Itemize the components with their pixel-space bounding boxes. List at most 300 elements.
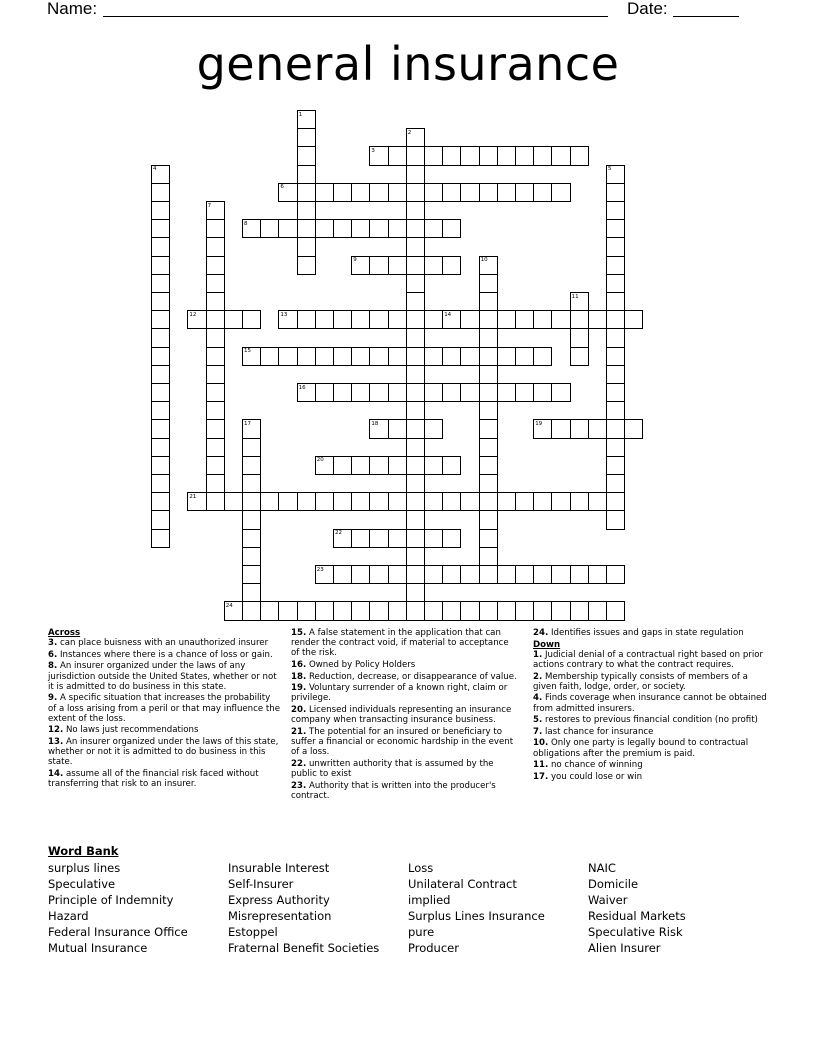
grid-cell[interactable]	[406, 492, 425, 511]
grid-cell[interactable]	[151, 328, 170, 347]
grid-cell[interactable]	[388, 529, 407, 548]
grid-cell[interactable]	[151, 438, 170, 457]
grid-cell[interactable]	[351, 456, 370, 475]
grid-cell[interactable]	[533, 347, 552, 366]
grid-cell[interactable]	[206, 365, 225, 384]
grid-cell[interactable]	[479, 510, 498, 529]
grid-cell[interactable]	[570, 347, 589, 366]
grid-cell[interactable]	[497, 347, 516, 366]
grid-cell[interactable]	[570, 328, 589, 347]
grid-cell[interactable]	[206, 310, 225, 329]
grid-cell[interactable]	[351, 529, 370, 548]
grid-cell[interactable]	[388, 565, 407, 584]
puzzle-title: general insurance	[196, 37, 620, 91]
grid-cell[interactable]	[297, 492, 316, 511]
grid-cell[interactable]	[479, 565, 498, 584]
grid-cell[interactable]	[479, 529, 498, 548]
word-bank-item: Speculative Risk	[588, 925, 683, 939]
grid-cell[interactable]	[297, 347, 316, 366]
grid-cell[interactable]	[369, 456, 388, 475]
grid-cell[interactable]	[406, 401, 425, 420]
word-bank-item: Speculative	[48, 877, 116, 891]
grid-cell[interactable]	[151, 274, 170, 293]
grid-cell[interactable]	[406, 310, 425, 329]
grid-cell[interactable]	[570, 310, 589, 329]
grid-cell[interactable]	[551, 183, 570, 202]
clue-across-13: 13. An insurer organized under the laws of this state, whether or not it is admitted to do business in this state.	[48, 736, 279, 768]
grid-cell[interactable]	[406, 583, 425, 602]
grid-cell[interactable]	[588, 492, 607, 511]
grid-cell[interactable]	[406, 201, 425, 220]
grid-cell[interactable]	[242, 474, 261, 493]
grid-cell[interactable]	[424, 419, 443, 438]
grid-cell[interactable]	[315, 601, 334, 620]
grid-cell[interactable]	[242, 547, 261, 566]
grid-cell[interactable]	[551, 492, 570, 511]
grid-cell[interactable]	[388, 492, 407, 511]
grid-cell[interactable]	[369, 492, 388, 511]
grid-cell[interactable]	[406, 328, 425, 347]
clue-down-1: 1. Judicial denial of a contractual right based on prior actions contrary to what the contract requires.	[533, 649, 764, 670]
grid-cell[interactable]	[369, 183, 388, 202]
grid-cell[interactable]	[406, 456, 425, 475]
grid-cell[interactable]	[388, 601, 407, 620]
grid-cell[interactable]	[151, 183, 170, 202]
grid-cell[interactable]	[479, 547, 498, 566]
clue-column-1	[48, 628, 280, 791]
grid-cell[interactable]	[515, 383, 534, 402]
grid-cell[interactable]	[406, 146, 425, 165]
grid-cell[interactable]	[533, 492, 552, 511]
grid-cell[interactable]	[406, 510, 425, 529]
grid-cell[interactable]	[479, 601, 498, 620]
word-bank-item: Unilateral Contract	[408, 877, 517, 891]
grid-cell[interactable]	[406, 237, 425, 256]
clue-down-2: 2. Membership typically consists of members of a given faith, lodge, order, or society.	[533, 671, 748, 692]
grid-cell[interactable]	[442, 492, 461, 511]
grid-cell[interactable]	[388, 383, 407, 402]
grid-cell[interactable]	[333, 383, 352, 402]
grid-cell[interactable]	[479, 365, 498, 384]
grid-cell[interactable]	[369, 601, 388, 620]
grid-cell[interactable]	[497, 383, 516, 402]
grid-cell[interactable]	[424, 183, 443, 202]
grid-cell[interactable]	[497, 492, 516, 511]
grid-cell[interactable]	[388, 419, 407, 438]
grid-cell[interactable]	[442, 529, 461, 548]
grid-cell[interactable]	[297, 165, 316, 184]
grid-cell[interactable]	[242, 601, 261, 620]
word-bank-item: Waiver	[588, 893, 628, 907]
grid-cell[interactable]	[151, 474, 170, 493]
grid-cell[interactable]	[260, 219, 279, 238]
grid-cell[interactable]	[333, 565, 352, 584]
grid-cell[interactable]	[406, 219, 425, 238]
grid-cell[interactable]	[151, 292, 170, 311]
grid-cell[interactable]	[424, 310, 443, 329]
grid-cell[interactable]	[442, 383, 461, 402]
grid-cell[interactable]	[442, 256, 461, 275]
grid-cell[interactable]	[242, 510, 261, 529]
grid-cell[interactable]	[406, 256, 425, 275]
grid-cell[interactable]	[297, 183, 316, 202]
clue-column-2	[291, 628, 519, 802]
grid-cell[interactable]	[479, 474, 498, 493]
grid-cell[interactable]	[570, 601, 589, 620]
grid-cell[interactable]	[406, 183, 425, 202]
grid-cell[interactable]	[624, 310, 643, 329]
word-bank-item: Mutual Insurance	[48, 941, 148, 955]
grid-cell[interactable]	[479, 292, 498, 311]
grid-cell[interactable]	[351, 383, 370, 402]
grid-cell[interactable]	[460, 565, 479, 584]
grid-cell[interactable]	[224, 310, 243, 329]
grid-cell[interactable]	[206, 328, 225, 347]
grid-cell[interactable]	[151, 492, 170, 511]
grid-cell[interactable]	[424, 456, 443, 475]
grid-cell[interactable]	[260, 347, 279, 366]
grid-cell[interactable]	[406, 165, 425, 184]
grid-cell[interactable]	[206, 456, 225, 475]
grid-cell[interactable]	[479, 146, 498, 165]
grid-cell[interactable]	[606, 292, 625, 311]
grid-cell[interactable]	[551, 383, 570, 402]
grid-cell[interactable]	[424, 529, 443, 548]
grid-cell[interactable]	[333, 347, 352, 366]
grid-cell[interactable]	[369, 219, 388, 238]
grid-cell[interactable]	[460, 383, 479, 402]
grid-cell[interactable]	[278, 347, 297, 366]
grid-cell[interactable]	[406, 274, 425, 293]
grid-cell[interactable]	[479, 492, 498, 511]
grid-cell[interactable]	[206, 401, 225, 420]
grid-cell[interactable]	[479, 328, 498, 347]
grid-cell[interactable]	[151, 510, 170, 529]
grid-cell[interactable]	[242, 492, 261, 511]
grid-cell[interactable]	[206, 274, 225, 293]
grid-cell[interactable]	[278, 219, 297, 238]
clue-column-3	[533, 628, 769, 783]
clue-across-12: 12. No laws just recommendations	[48, 725, 199, 736]
grid-cell[interactable]	[606, 601, 625, 620]
grid-cell[interactable]	[224, 492, 243, 511]
grid-cell[interactable]	[515, 492, 534, 511]
grid-cell[interactable]	[424, 146, 443, 165]
grid-cell[interactable]	[369, 565, 388, 584]
name-label: Name:	[47, 0, 98, 18]
grid-cell[interactable]	[479, 438, 498, 457]
grid-cell[interactable]	[333, 601, 352, 620]
grid-cell[interactable]	[479, 183, 498, 202]
grid-cell[interactable]	[333, 310, 352, 329]
grid-cell[interactable]	[297, 219, 316, 238]
grid-cell[interactable]	[315, 310, 334, 329]
grid-cell[interactable]	[315, 219, 334, 238]
grid-cell[interactable]	[533, 565, 552, 584]
clue-across-3: 3. can place buisness with an unauthorized insurer	[48, 638, 269, 649]
across-heading: Across	[48, 628, 81, 638]
down-heading: Down	[533, 639, 561, 650]
grid-cell[interactable]	[351, 219, 370, 238]
grid-cell[interactable]	[588, 419, 607, 438]
grid-cell[interactable]	[351, 601, 370, 620]
grid-cell[interactable]	[442, 456, 461, 475]
grid-cell[interactable]	[551, 565, 570, 584]
grid-cell[interactable]	[297, 128, 316, 147]
grid-cell[interactable]	[151, 219, 170, 238]
grid-cell[interactable]	[479, 401, 498, 420]
grid-cell[interactable]	[570, 419, 589, 438]
grid-cell[interactable]	[351, 492, 370, 511]
grid-cell[interactable]	[606, 383, 625, 402]
grid-cell[interactable]	[424, 347, 443, 366]
grid-cell[interactable]	[497, 565, 516, 584]
grid-cell[interactable]	[515, 565, 534, 584]
grid-cell[interactable]	[479, 347, 498, 366]
grid-cell[interactable]	[242, 529, 261, 548]
grid-cell[interactable]	[333, 183, 352, 202]
grid-cell[interactable]	[406, 292, 425, 311]
grid-cell[interactable]	[406, 365, 425, 384]
grid-cell[interactable]	[442, 347, 461, 366]
grid-cell[interactable]	[260, 492, 279, 511]
word-bank-column-3	[408, 860, 545, 956]
grid-cell[interactable]	[606, 401, 625, 420]
word-bank-item: Insurable Interest	[228, 861, 330, 875]
grid-cell[interactable]	[533, 183, 552, 202]
grid-cell[interactable]	[533, 601, 552, 620]
grid-cell[interactable]	[497, 183, 516, 202]
grid-cell[interactable]	[424, 565, 443, 584]
grid-cell[interactable]	[606, 492, 625, 511]
grid-cell[interactable]	[424, 492, 443, 511]
grid-cell[interactable]	[479, 274, 498, 293]
grid-cell[interactable]	[606, 510, 625, 529]
grid-cell[interactable]	[297, 256, 316, 275]
grid-cell[interactable]	[551, 419, 570, 438]
grid-cell[interactable]	[551, 146, 570, 165]
grid-cell[interactable]	[588, 601, 607, 620]
grid-cell[interactable]	[388, 183, 407, 202]
grid-cell[interactable]	[424, 383, 443, 402]
grid-cell[interactable]	[242, 456, 261, 475]
grid-cell[interactable]	[278, 601, 297, 620]
grid-cell[interactable]	[606, 183, 625, 202]
grid-cell[interactable]	[460, 183, 479, 202]
clue-across-20: 20. Licensed individuals representing an insurance company when transacting insurance business.	[291, 704, 512, 726]
grid-cell[interactable]	[424, 219, 443, 238]
grid-cell[interactable]	[460, 146, 479, 165]
grid-cell[interactable]	[388, 456, 407, 475]
grid-cell[interactable]	[151, 237, 170, 256]
grid-cell[interactable]	[315, 347, 334, 366]
grid-cell[interactable]	[242, 583, 261, 602]
grid-cell[interactable]	[606, 438, 625, 457]
grid-cell[interactable]	[442, 565, 461, 584]
grid-cell[interactable]	[460, 601, 479, 620]
grid-cell[interactable]	[333, 456, 352, 475]
grid-cell[interactable]	[297, 237, 316, 256]
grid-cell[interactable]	[406, 347, 425, 366]
grid-cell[interactable]	[260, 601, 279, 620]
grid-cell[interactable]	[533, 383, 552, 402]
grid-cell[interactable]	[297, 310, 316, 329]
grid-cell[interactable]	[570, 565, 589, 584]
grid-cell[interactable]	[242, 565, 261, 584]
grid-cell[interactable]	[606, 328, 625, 347]
grid-cell[interactable]	[588, 565, 607, 584]
grid-cell[interactable]	[497, 310, 516, 329]
grid-cell[interactable]	[151, 256, 170, 275]
grid-cell[interactable]	[351, 565, 370, 584]
grid-cell[interactable]	[551, 601, 570, 620]
grid-cell[interactable]	[606, 201, 625, 220]
grid-cell[interactable]	[297, 601, 316, 620]
clue-number-label: 20	[316, 457, 324, 464]
grid-cell[interactable]	[206, 256, 225, 275]
grid-cell[interactable]	[442, 183, 461, 202]
grid-cell[interactable]	[388, 146, 407, 165]
grid-cell[interactable]	[315, 183, 334, 202]
grid-cell[interactable]	[515, 146, 534, 165]
grid-cell[interactable]	[206, 438, 225, 457]
grid-cell[interactable]	[206, 237, 225, 256]
grid-cell[interactable]	[406, 474, 425, 493]
grid-cell[interactable]	[351, 347, 370, 366]
grid-cell[interactable]	[151, 456, 170, 475]
grid-cell[interactable]	[388, 347, 407, 366]
grid-cell[interactable]	[570, 146, 589, 165]
grid-cell[interactable]	[442, 146, 461, 165]
clue-across-22: 22. unwritten authority that is assumed by the public to exist	[291, 758, 494, 779]
word-bank-title: Word Bank	[48, 844, 119, 858]
grid-cell[interactable]	[151, 383, 170, 402]
grid-cell[interactable]	[206, 219, 225, 238]
grid-cell[interactable]	[533, 146, 552, 165]
grid-cell[interactable]	[351, 183, 370, 202]
grid-cell[interactable]	[369, 383, 388, 402]
clue-number-label: 18	[371, 420, 379, 427]
grid-cell[interactable]	[442, 219, 461, 238]
grid-cell[interactable]	[551, 310, 570, 329]
grid-cell[interactable]	[588, 310, 607, 329]
grid-cell[interactable]	[151, 365, 170, 384]
grid-cell[interactable]	[424, 256, 443, 275]
word-bank-item: NAIC	[588, 861, 616, 875]
grid-cell[interactable]	[406, 565, 425, 584]
grid-cell[interactable]	[369, 529, 388, 548]
word-bank-item: Hazard	[48, 909, 89, 923]
grid-cell[interactable]	[151, 401, 170, 420]
clue-across-8: 8. An insurer organized under the laws of any jurisdiction outside the United States, whether or not it is admitted to do business in this state.	[48, 661, 277, 692]
grid-cell[interactable]	[388, 219, 407, 238]
grid-cell[interactable]	[406, 601, 425, 620]
grid-cell[interactable]	[515, 347, 534, 366]
grid-cell[interactable]	[406, 419, 425, 438]
grid-cell[interactable]	[479, 456, 498, 475]
grid-cell[interactable]	[242, 310, 261, 329]
grid-cell[interactable]	[406, 547, 425, 566]
grid-cell[interactable]	[369, 256, 388, 275]
grid-cell[interactable]	[406, 529, 425, 548]
grid-cell[interactable]	[369, 347, 388, 366]
clue-number-label: 17	[244, 420, 251, 427]
grid-cell[interactable]	[606, 419, 625, 438]
word-bank-item: surplus lines	[48, 861, 121, 875]
grid-cell[interactable]	[151, 201, 170, 220]
grid-cell[interactable]	[297, 146, 316, 165]
grid-cell[interactable]	[442, 601, 461, 620]
grid-cell[interactable]	[206, 383, 225, 402]
grid-cell[interactable]	[606, 565, 625, 584]
grid-cell[interactable]	[606, 365, 625, 384]
grid-cell[interactable]	[388, 310, 407, 329]
grid-cell[interactable]	[570, 492, 589, 511]
grid-cell[interactable]	[406, 383, 425, 402]
grid-cell[interactable]	[497, 146, 516, 165]
grid-cell[interactable]	[406, 438, 425, 457]
grid-cell[interactable]	[479, 310, 498, 329]
clue-down-11: 11. no chance of winning	[533, 760, 643, 771]
grid-cell[interactable]	[497, 601, 516, 620]
grid-cell[interactable]	[206, 347, 225, 366]
grid-cell[interactable]	[315, 383, 334, 402]
grid-cell[interactable]	[606, 456, 625, 475]
grid-cell[interactable]	[315, 492, 334, 511]
grid-cell[interactable]	[297, 201, 316, 220]
grid-cell[interactable]	[515, 601, 534, 620]
grid-cell[interactable]	[388, 256, 407, 275]
grid-cell[interactable]	[206, 492, 225, 511]
grid-cell[interactable]	[606, 256, 625, 275]
grid-cell[interactable]	[460, 492, 479, 511]
grid-cell[interactable]	[460, 347, 479, 366]
grid-cell[interactable]	[515, 310, 534, 329]
grid-cell[interactable]	[424, 601, 443, 620]
grid-cell[interactable]	[206, 474, 225, 493]
grid-cell[interactable]	[606, 347, 625, 366]
grid-cell[interactable]	[351, 310, 370, 329]
grid-cell[interactable]	[606, 274, 625, 293]
grid-cell[interactable]	[369, 310, 388, 329]
clue-number-label: 7	[207, 202, 212, 209]
grid-cell[interactable]	[206, 419, 225, 438]
grid-cell[interactable]	[606, 310, 625, 329]
clue-across-6: 6. Instances where there is a chance of loss or gain.	[48, 649, 273, 660]
word-bank-column-1	[48, 860, 188, 956]
grid-cell[interactable]	[278, 492, 297, 511]
grid-cell[interactable]	[624, 419, 643, 438]
grid-cell[interactable]	[606, 474, 625, 493]
clue-across-15: 15. A false statement in the application that can render the contract void, if material to acceptance of the risk.	[291, 628, 509, 659]
grid-cell[interactable]	[151, 419, 170, 438]
grid-cell[interactable]	[533, 310, 552, 329]
grid-cell[interactable]	[333, 492, 352, 511]
grid-cell[interactable]	[151, 310, 170, 329]
grid-cell[interactable]	[479, 383, 498, 402]
clue-across-9: 9. A specific situation that increases the probability of a loss arising from a peril or that may influence the extent of the loss.	[48, 693, 280, 724]
grid-cell[interactable]	[460, 310, 479, 329]
grid-cell[interactable]	[333, 219, 352, 238]
grid-cell[interactable]	[242, 438, 261, 457]
grid-cell[interactable]	[606, 219, 625, 238]
grid-cell[interactable]	[151, 347, 170, 366]
grid-cell[interactable]	[479, 419, 498, 438]
grid-cell[interactable]	[151, 529, 170, 548]
grid-cell[interactable]	[206, 292, 225, 311]
grid-cell[interactable]	[515, 183, 534, 202]
grid-cell[interactable]	[606, 237, 625, 256]
